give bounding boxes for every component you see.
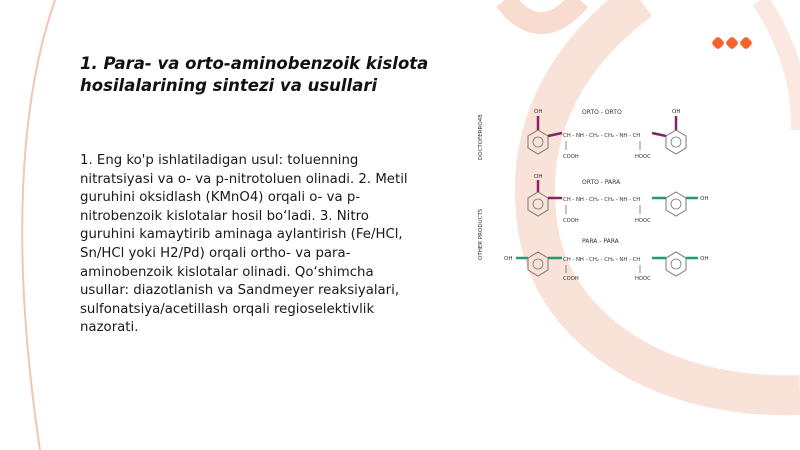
linker-chain: CH - NH - CH₂ - CH₂ - NH - CH <box>563 257 641 263</box>
side-label-top: DOCTOFERRO48 <box>478 114 484 160</box>
slide-body-text: 1. Eng ko'p ishlatiladigan usul: toluenning nitratsiyasi va o- va p-nitrotoluen olinadi. 2. Metil guruhini oksidlash (KMnO4) orqali o- va p-nitrobenzoik kislotalar hosil bo‘ladi. 3. Nitro guruhini kamaytirib aminaga aylantirish (Fe/HCl, Sn/HCl yoki H2/Pd) orqali ortho- va para-aminobenzoik kislotalar olinadi. Qo‘shimcha usullar: diazotlanish va Sandmeyer reaksiyalari, sulfonatsiya/acetillash orqali regioselektivlik nazorati. <box>80 153 408 336</box>
chemical-structures-figure <box>470 100 730 280</box>
row-label: PARA - PARA <box>582 238 619 245</box>
acid-left: COOH <box>563 154 579 160</box>
benzene-ring-right <box>666 192 686 216</box>
dot-icon <box>739 36 753 50</box>
benzene-ring-left <box>528 192 548 216</box>
structure-row-orto-para <box>528 174 708 224</box>
benzene-ring-left <box>528 252 548 276</box>
acid-right: HOOC <box>635 276 651 280</box>
acid-left: COOH <box>563 276 579 280</box>
decorative-dots <box>713 38 751 48</box>
oh-label: OH <box>700 256 709 262</box>
benzene-ring-right <box>666 130 686 154</box>
slide-title: 1. Para- va orto-aminobenzoik kislota hosilalarining sintezi va usullari <box>80 54 429 95</box>
dot-icon <box>711 36 725 50</box>
benzene-ring-right <box>666 252 686 276</box>
structure-row-orto-orto <box>528 109 686 160</box>
acid-left: COOH <box>563 218 579 224</box>
linker-chain: CH - NH - CH₂ - CH₂ - NH - CH <box>563 133 641 139</box>
oh-label: OH <box>534 174 543 180</box>
side-label-bottom: OTHER PRODUCTS <box>478 208 484 260</box>
benzene-ring-left <box>528 130 548 154</box>
linker-chain: CH - NH - CH₂ - CH₂ - NH - CH <box>563 197 641 203</box>
acid-right: HOOC <box>635 218 651 224</box>
structure-row-para-para <box>504 238 708 280</box>
oh-label: OH <box>504 256 513 262</box>
oh-label: OH <box>534 109 543 115</box>
oh-label: OH <box>672 109 681 115</box>
row-label: ORTO - PARA <box>582 179 621 186</box>
dot-icon <box>725 36 739 50</box>
row-label: ORTO - ORTO <box>582 109 622 116</box>
acid-right: HOOC <box>635 154 651 160</box>
oh-label: OH <box>700 196 709 202</box>
